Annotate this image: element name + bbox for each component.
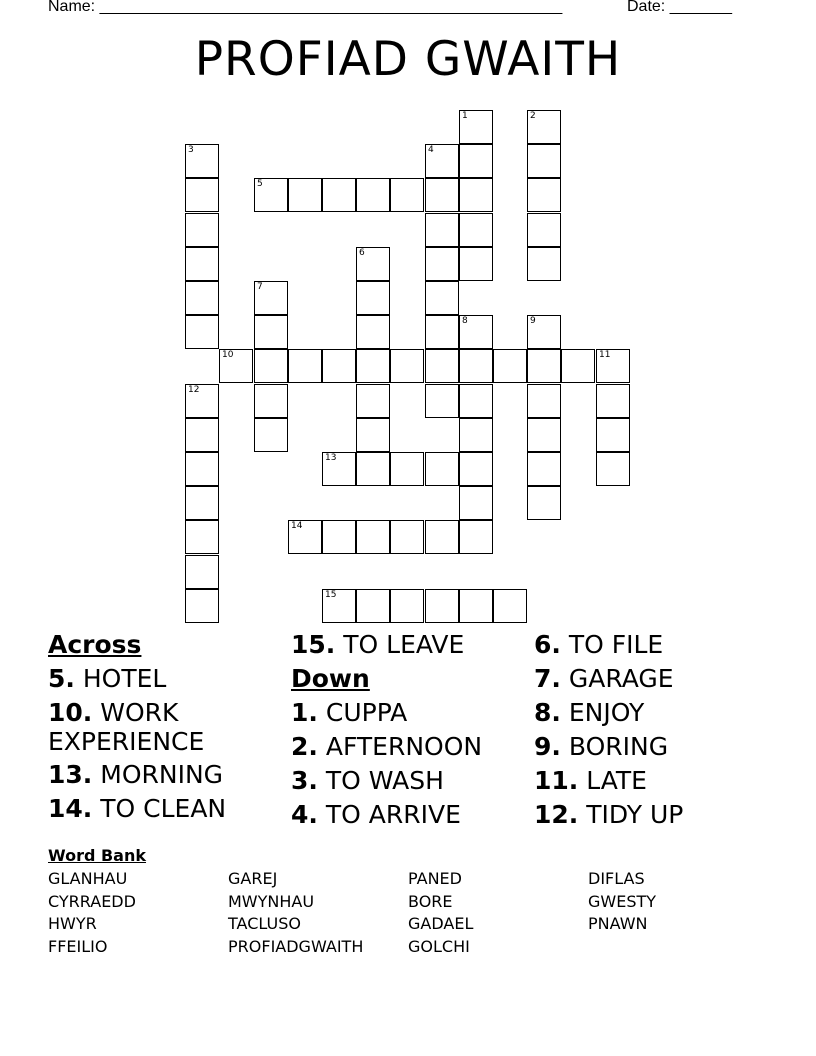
clue-number: 3 bbox=[188, 145, 194, 155]
across-clue-13: 13. MORNING bbox=[48, 760, 224, 789]
crossword-cell[interactable] bbox=[185, 418, 219, 452]
crossword-cell[interactable] bbox=[527, 452, 561, 486]
across-heading: Across bbox=[48, 630, 142, 659]
word-bank-word: PNAWN bbox=[588, 914, 648, 933]
crossword-cell[interactable] bbox=[459, 418, 493, 452]
word-bank-column-3 bbox=[408, 868, 473, 958]
crossword-cell[interactable] bbox=[185, 555, 219, 589]
crossword-cell[interactable] bbox=[493, 589, 527, 623]
clue-column-2 bbox=[291, 628, 482, 832]
clue-number: 12 bbox=[188, 385, 200, 395]
crossword-cell[interactable] bbox=[322, 349, 356, 383]
word-bank-word: TACLUSO bbox=[228, 914, 301, 933]
down-clue-3: 3. TO WASH bbox=[291, 766, 444, 795]
crossword-cell[interactable] bbox=[425, 144, 459, 178]
crossword-cell[interactable] bbox=[425, 178, 459, 212]
crossword-cell[interactable] bbox=[356, 418, 390, 452]
crossword-cell[interactable] bbox=[390, 452, 424, 486]
word-bank-column-2 bbox=[228, 868, 363, 958]
crossword-cell[interactable] bbox=[185, 213, 219, 247]
crossword-cell[interactable] bbox=[425, 247, 459, 281]
crossword-cell[interactable] bbox=[596, 349, 630, 383]
across-clue-10: 10. WORK EXPERIENCE bbox=[48, 698, 205, 756]
word-bank-word: GADAEL bbox=[408, 914, 474, 933]
crossword-cell[interactable] bbox=[185, 281, 219, 315]
crossword-cell[interactable] bbox=[527, 213, 561, 247]
crossword-cell[interactable] bbox=[254, 418, 288, 452]
crossword-cell[interactable] bbox=[527, 384, 561, 418]
clue-column-3 bbox=[534, 628, 683, 832]
crossword-cell[interactable] bbox=[425, 589, 459, 623]
crossword-cell[interactable] bbox=[390, 178, 424, 212]
down-heading: Down bbox=[291, 664, 370, 693]
clue-number: 1 bbox=[462, 111, 468, 121]
crossword-cell[interactable] bbox=[596, 384, 630, 418]
crossword-cell[interactable] bbox=[596, 452, 630, 486]
crossword-cell[interactable] bbox=[322, 452, 356, 486]
crossword-cell[interactable] bbox=[185, 144, 219, 178]
down-clue-6: 6. TO FILE bbox=[534, 630, 664, 659]
crossword-cell[interactable] bbox=[459, 589, 493, 623]
clue-number: 7 bbox=[257, 282, 263, 292]
down-clue-9: 9. BORING bbox=[534, 732, 669, 761]
crossword-cell[interactable] bbox=[459, 520, 493, 554]
crossword-cell[interactable] bbox=[322, 520, 356, 554]
crossword-cell[interactable] bbox=[322, 589, 356, 623]
crossword-cell[interactable] bbox=[185, 589, 219, 623]
crossword-cell[interactable] bbox=[356, 178, 390, 212]
word-bank-word: DIFLAS bbox=[588, 869, 645, 888]
down-clue-7: 7. GARAGE bbox=[534, 664, 674, 693]
crossword-cell[interactable] bbox=[356, 281, 390, 315]
crossword-cell[interactable] bbox=[459, 178, 493, 212]
crossword-cell[interactable] bbox=[185, 452, 219, 486]
crossword-cell[interactable] bbox=[459, 110, 493, 144]
date-field-label[interactable]: Date: _______ bbox=[627, 0, 732, 15]
crossword-cell[interactable] bbox=[527, 418, 561, 452]
crossword-cell[interactable] bbox=[185, 486, 219, 520]
crossword-cell[interactable] bbox=[561, 349, 595, 383]
crossword-cell[interactable] bbox=[425, 520, 459, 554]
across-clue-14: 14. TO CLEAN bbox=[48, 794, 227, 823]
crossword-cell[interactable] bbox=[527, 349, 561, 383]
crossword-cell[interactable] bbox=[425, 281, 459, 315]
clue-number: 11 bbox=[599, 350, 611, 360]
crossword-cell[interactable] bbox=[390, 589, 424, 623]
crossword-cell[interactable] bbox=[288, 520, 322, 554]
crossword-cell[interactable] bbox=[425, 384, 459, 418]
crossword-cell[interactable] bbox=[254, 349, 288, 383]
crossword-cell[interactable] bbox=[390, 349, 424, 383]
crossword-cell[interactable] bbox=[459, 213, 493, 247]
crossword-cell[interactable] bbox=[425, 315, 459, 349]
crossword-cell[interactable] bbox=[459, 349, 493, 383]
crossword-cell[interactable] bbox=[185, 315, 219, 349]
word-bank-word: GOLCHI bbox=[408, 936, 470, 956]
clue-number: 10 bbox=[222, 350, 234, 360]
down-clue-8: 8. ENJOY bbox=[534, 698, 645, 727]
page-title: PROFIAD GWAITH bbox=[194, 32, 622, 87]
crossword-cell[interactable] bbox=[425, 349, 459, 383]
clue-column-1 bbox=[48, 628, 248, 826]
crossword-cell[interactable] bbox=[185, 178, 219, 212]
down-clue-1: 1. CUPPA bbox=[291, 698, 408, 727]
clue-number: 6 bbox=[359, 248, 365, 258]
crossword-cell[interactable] bbox=[356, 589, 390, 623]
crossword-cell[interactable] bbox=[288, 349, 322, 383]
crossword-cell[interactable] bbox=[425, 213, 459, 247]
crossword-cell[interactable] bbox=[356, 247, 390, 281]
crossword-cell[interactable] bbox=[493, 349, 527, 383]
word-bank-word: GAREJ bbox=[228, 869, 278, 888]
crossword-cell[interactable] bbox=[254, 281, 288, 315]
crossword-cell[interactable] bbox=[356, 452, 390, 486]
word-bank-word: PROFIADGWAITH bbox=[228, 936, 364, 956]
clue-number: 15 bbox=[325, 590, 337, 600]
down-clue-4: 4. TO ARRIVE bbox=[291, 800, 461, 829]
crossword-cell[interactable] bbox=[425, 452, 459, 486]
across-clue-5: 5. HOTEL bbox=[48, 664, 167, 693]
crossword-cell[interactable] bbox=[527, 315, 561, 349]
clue-number: 5 bbox=[257, 179, 263, 189]
crossword-cell[interactable] bbox=[527, 486, 561, 520]
crossword-cell[interactable] bbox=[185, 520, 219, 554]
word-bank-word: BORE bbox=[408, 891, 453, 911]
crossword-cell[interactable] bbox=[459, 384, 493, 418]
crossword-cell[interactable] bbox=[527, 144, 561, 178]
crossword-cell[interactable] bbox=[254, 384, 288, 418]
word-bank-word: MWYNHAU bbox=[228, 891, 315, 911]
crossword-cell[interactable] bbox=[254, 178, 288, 212]
down-clue-2: 2. AFTERNOON bbox=[291, 732, 483, 761]
crossword-cell[interactable] bbox=[527, 178, 561, 212]
word-bank-word: PANED bbox=[408, 869, 462, 888]
crossword-cell[interactable] bbox=[356, 520, 390, 554]
crossword-cell[interactable] bbox=[356, 384, 390, 418]
crossword-cell[interactable] bbox=[596, 418, 630, 452]
crossword-cell[interactable] bbox=[390, 520, 424, 554]
word-bank-word: GLANHAU bbox=[48, 869, 128, 888]
name-field-label[interactable]: Name: ____________________________________________________ bbox=[48, 0, 563, 15]
crossword-cell[interactable] bbox=[459, 486, 493, 520]
crossword-cell[interactable] bbox=[254, 315, 288, 349]
clue-number: 4 bbox=[428, 145, 434, 155]
clue-number: 8 bbox=[462, 316, 468, 326]
down-clue-12: 12. TIDY UP bbox=[534, 800, 684, 829]
crossword-cell[interactable] bbox=[185, 247, 219, 281]
crossword-cell[interactable] bbox=[288, 178, 322, 212]
clue-number: 9 bbox=[530, 316, 536, 326]
across-clue-15: 15. TO LEAVE bbox=[291, 630, 465, 659]
word-bank-column-1 bbox=[48, 868, 136, 958]
crossword-cell[interactable] bbox=[459, 315, 493, 349]
word-bank-column-4 bbox=[588, 868, 656, 936]
crossword-cell[interactable] bbox=[356, 315, 390, 349]
word-bank-word: FFEILIO bbox=[48, 936, 108, 956]
clue-number: 13 bbox=[325, 453, 337, 463]
crossword-cell[interactable] bbox=[459, 452, 493, 486]
word-bank-title: Word Bank bbox=[48, 846, 147, 865]
crossword-cell[interactable] bbox=[322, 178, 356, 212]
clue-number: 2 bbox=[530, 111, 536, 121]
crossword-cell[interactable] bbox=[356, 349, 390, 383]
crossword-cell[interactable] bbox=[527, 247, 561, 281]
word-bank-word: HWYR bbox=[48, 914, 97, 933]
crossword-cell[interactable] bbox=[219, 349, 253, 383]
crossword-cell[interactable] bbox=[459, 144, 493, 178]
clue-number: 14 bbox=[291, 521, 303, 531]
word-bank-word: GWESTY bbox=[588, 891, 657, 911]
crossword-cell[interactable] bbox=[185, 384, 219, 418]
crossword-cell[interactable] bbox=[527, 110, 561, 144]
word-bank-word: CYRRAEDD bbox=[48, 891, 136, 911]
crossword-cell[interactable] bbox=[459, 247, 493, 281]
down-clue-11: 11. LATE bbox=[534, 766, 647, 795]
